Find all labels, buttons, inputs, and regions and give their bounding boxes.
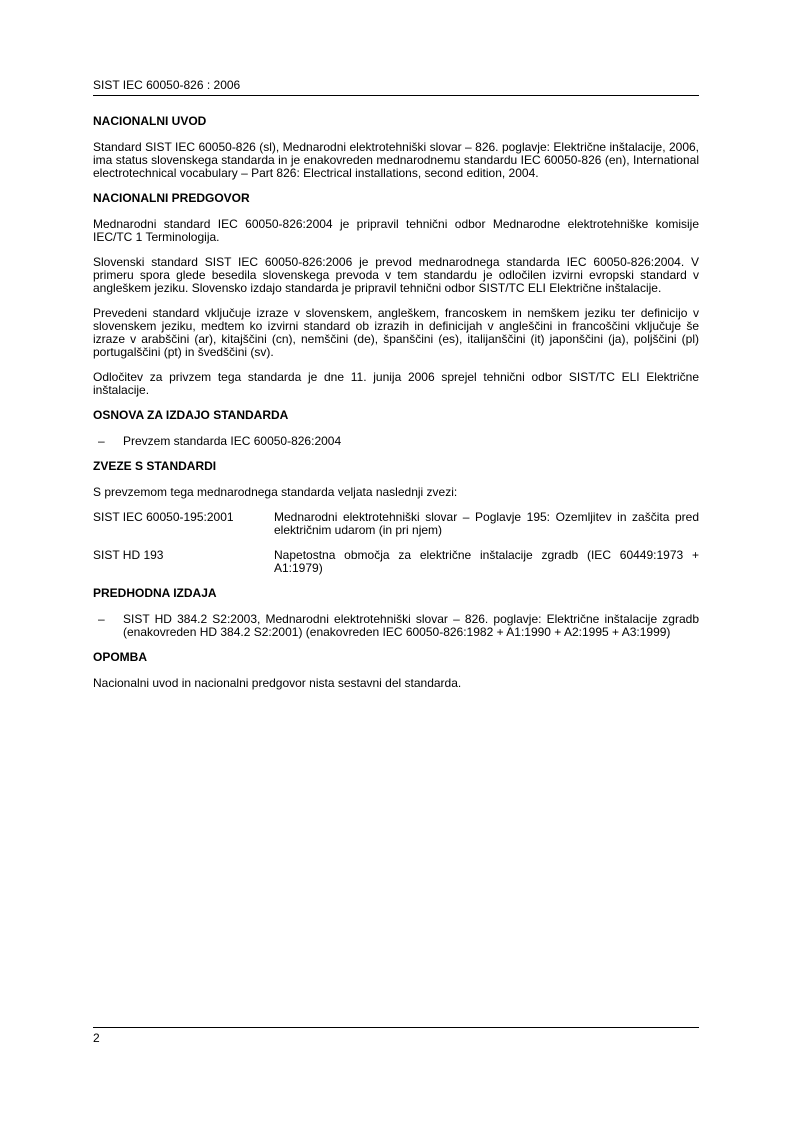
- heading-nacionalni-uvod: NACIONALNI UVOD: [93, 114, 207, 128]
- list-item: [93, 613, 699, 639]
- paragraph-opomba: Nacionalni uvod in nacionalni predgovor nista sestavni del standarda.: [93, 676, 462, 690]
- paragraph-nacionalni-uvod: Standard SIST IEC 60050-826 (sl), Mednarodni elektrotehniški slovar – 826. poglavje: Električne inštalacije, 2006, ima status slovenskega standarda in je enakovreden mednarodnemu standardu IEC 60050-826 (en), International electrotechnical vocabulary – Part 826: Electrical installations, second edition, 2004.: [93, 140, 699, 180]
- page-number: 2: [93, 1031, 100, 1045]
- paragraph-predgovor-2: Slovenski standard SIST IEC 60050-826:2006 je prevod mednarodnega standarda IEC 60050-826:2004. V primeru spora glede besedila slovenskega prevoda v tem standardu je odločilen izvirni evropski standard v angleškem jeziku. Slovensko izdajo standarda je pripravil tehnični odbor SIST/TC ELI Električne inštalacije.: [93, 255, 699, 295]
- footer-rule: [93, 1027, 699, 1028]
- running-header: SIST IEC 60050-826 : 2006: [93, 78, 241, 92]
- page-body: [93, 115, 699, 702]
- reference-code: SIST HD 193: [93, 548, 164, 562]
- reference-title: Mednarodni elektrotehniški slovar – Poglavje 195: Ozemljitev in zaščita pred električnim udarom (in pri njem): [274, 510, 699, 537]
- paragraph-zveze-intro: S prevzemom tega mednarodnega standarda veljata naslednji zvezi:: [93, 485, 458, 499]
- heading-zveze: ZVEZE S STANDARDI: [93, 459, 217, 473]
- heading-predhodna: PREDHODNA IZDAJA: [93, 586, 217, 600]
- dash-bullet: –: [98, 434, 105, 448]
- reference-title: Napetostna območja za električne inštalacije zgradb (IEC 60449:1973 + A1:1979): [274, 548, 699, 575]
- dash-bullet: –: [98, 612, 105, 626]
- header-rule: [93, 95, 699, 96]
- heading-nacionalni-predgovor: NACIONALNI PREDGOVOR: [93, 191, 250, 205]
- heading-opomba: OPOMBA: [93, 650, 147, 664]
- reference-code: SIST IEC 60050-195:2001: [93, 510, 234, 524]
- list-item-text: SIST HD 384.2 S2:2003, Mednarodni elektrotehniški slovar – 826. poglavje: Električne inštalacije zgradb (enakovreden HD 384.2 S2:2001) (enakovreden IEC 60050-826:1982 + A1:1990 + A2:1995 + A3:1999): [123, 612, 699, 639]
- reference-row: [93, 511, 699, 537]
- paragraph-predgovor-1: Mednarodni standard IEC 60050-826:2004 je pripravil tehnični odbor Mednarodne elektrotehniške komisije IEC/TC 1 Terminologija.: [93, 217, 699, 244]
- paragraph-predgovor-4: Odločitev za privzem tega standarda je dne 11. junija 2006 sprejel tehnični odbor SIST/TC ELI Električne inštalacije.: [93, 370, 699, 397]
- list-item-text: Prevzem standarda IEC 60050-826:2004: [123, 434, 342, 448]
- list-item: [93, 435, 699, 448]
- heading-osnova: OSNOVA ZA IZDAJO STANDARDA: [93, 408, 289, 422]
- reference-row: [93, 549, 699, 575]
- osnova-list: [93, 435, 699, 448]
- predhodna-list: [93, 613, 699, 639]
- paragraph-predgovor-3: Prevedeni standard vključuje izraze v slovenskem, angleškem, francoskem in nemškem jeziku ter definicijo v slovenskem jeziku, medtem ko izvirni standard ob izrazih in definicijah v angleščini in francoščini vključuje še izraze v arabščini (ar), kitajščini (cn), nemščini (de), španščini (es), italijanščini (it) japonščini (ja), poljščini (pl) portugalščini (pt) in švedščini (sv).: [93, 306, 699, 359]
